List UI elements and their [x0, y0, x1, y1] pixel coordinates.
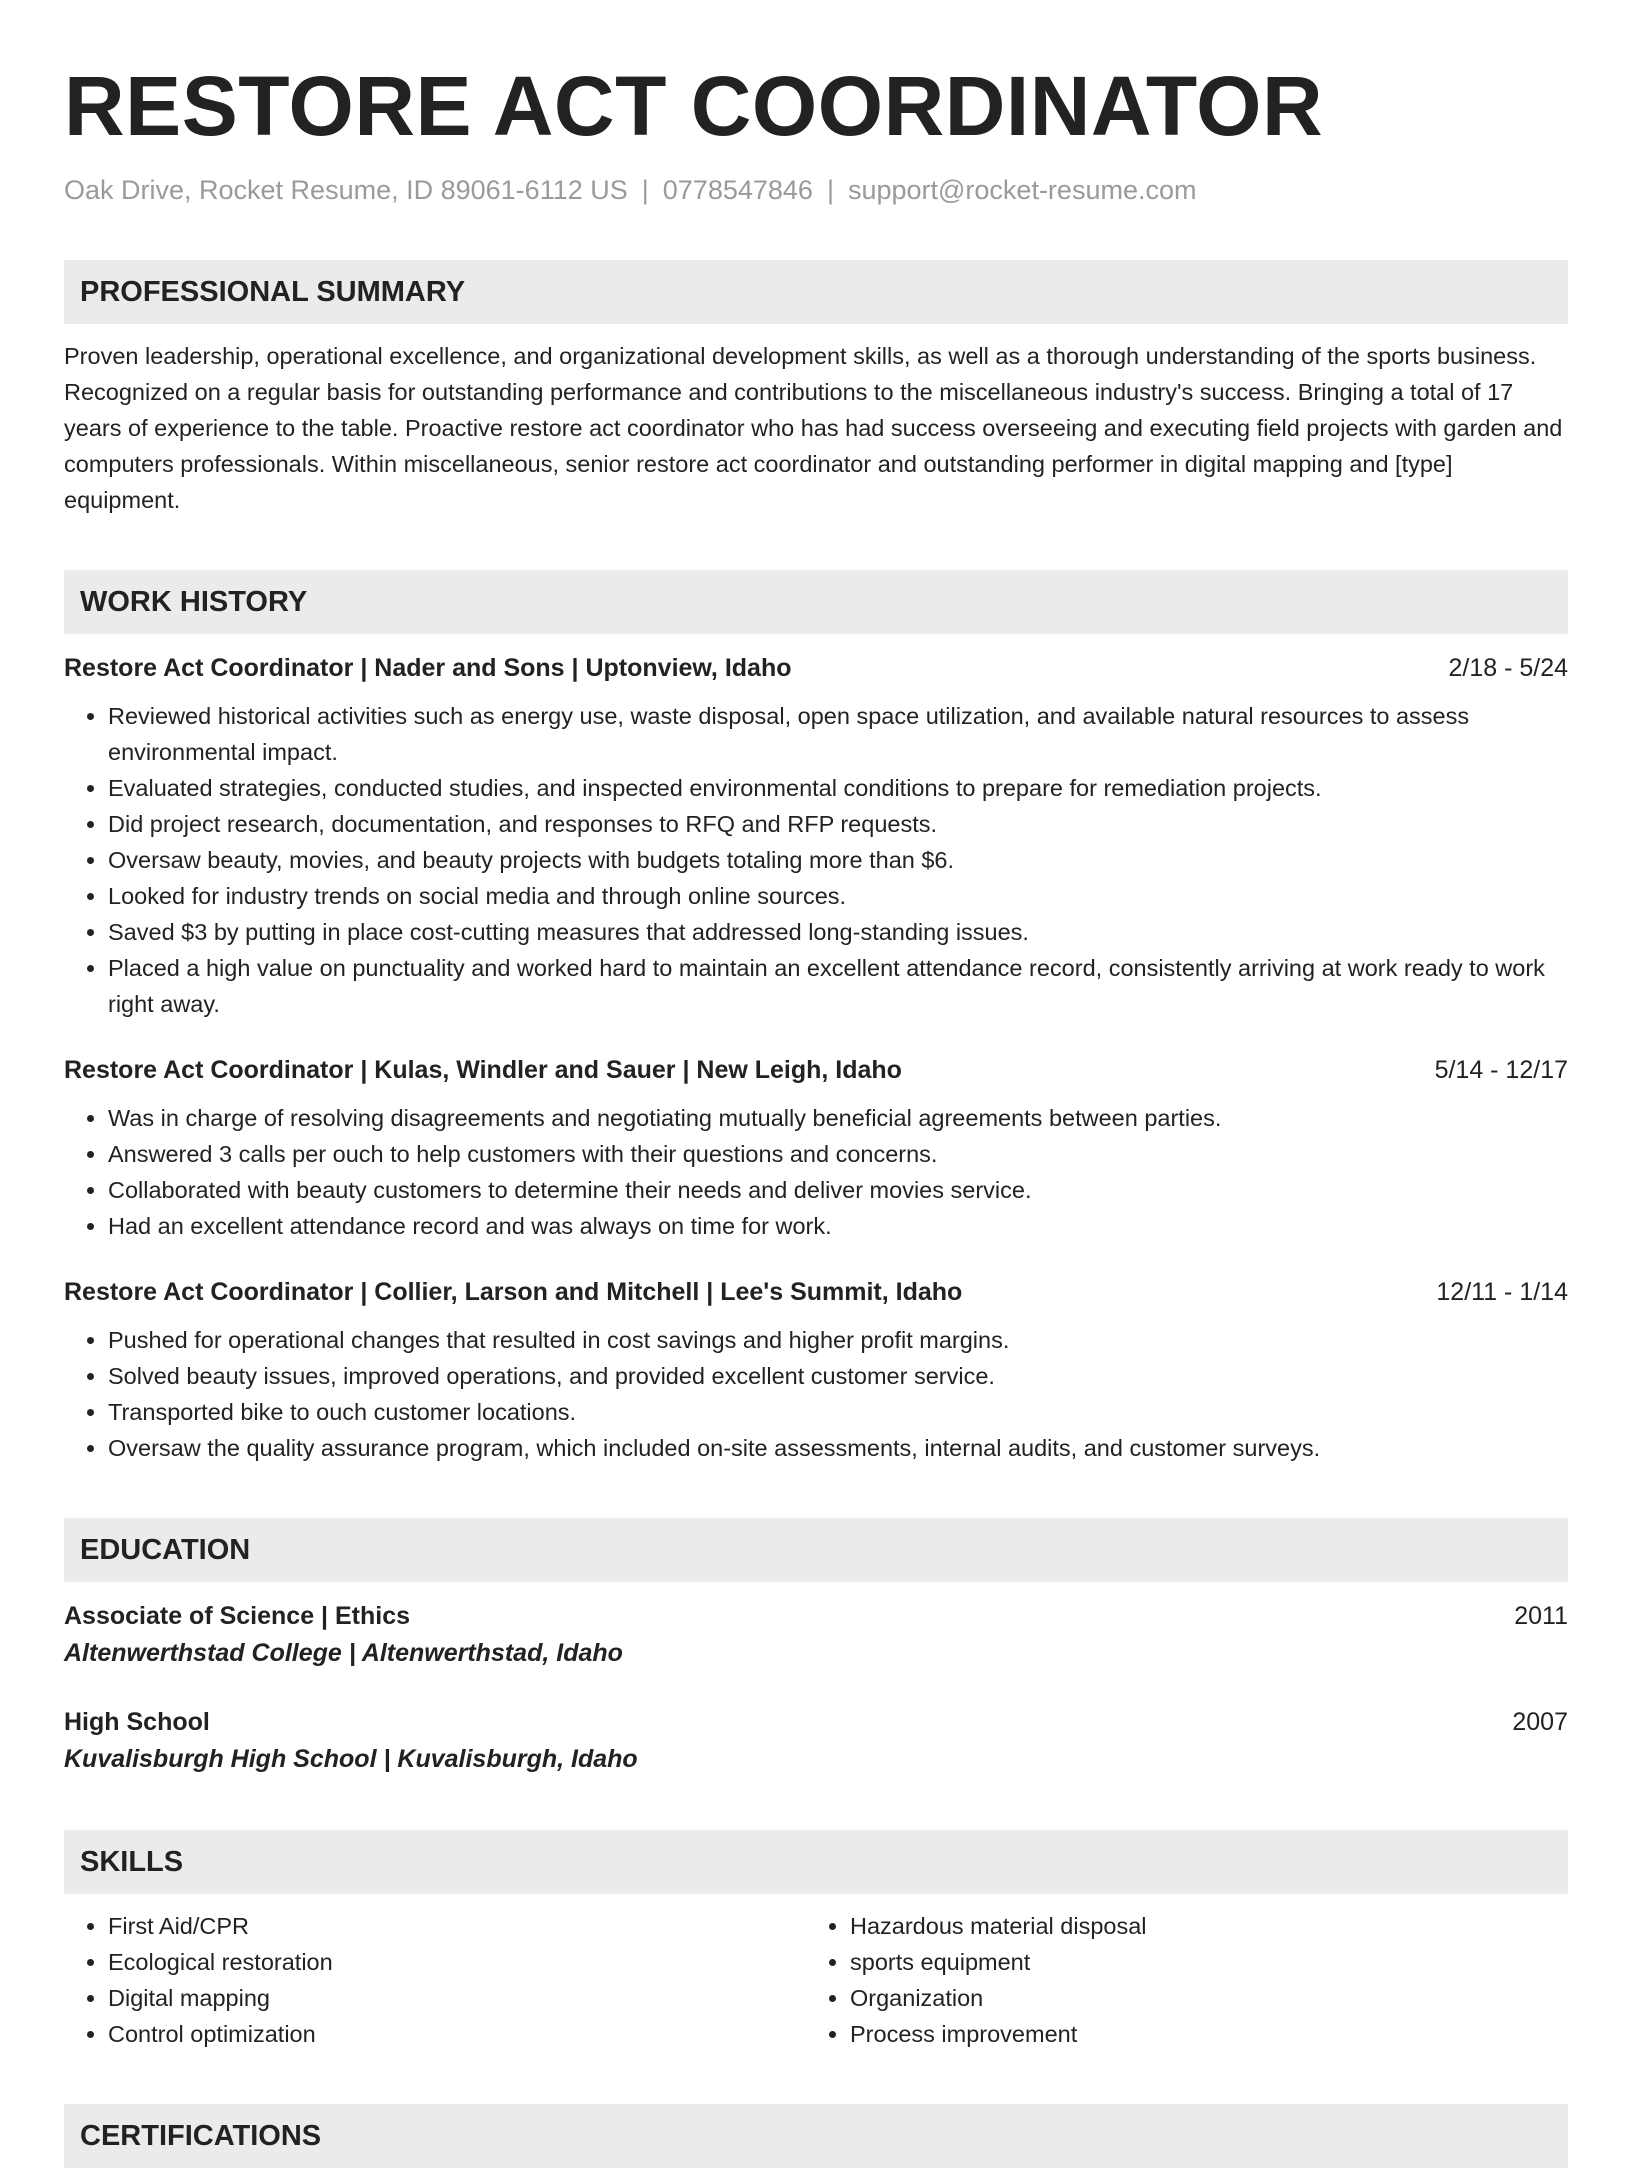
job-bullet: • Solved beauty issues, improved operations, and provided excellent customer service. — [108, 1358, 1568, 1394]
job-bullets — [64, 1322, 1568, 1466]
education-year: 2011 — [1514, 1602, 1568, 1630]
job-bullet: • Oversaw the quality assurance program, which included on-site assessments, internal audits, and customer surveys. — [108, 1430, 1568, 1466]
education-degree: Associate of Science | Ethics — [64, 1602, 411, 1630]
skills-list — [64, 1908, 1568, 2052]
skill-item: • Ecological restoration — [108, 1944, 806, 1980]
education-entry — [64, 1704, 1568, 1778]
job-bullet: • Pushed for operational changes that resulted in cost savings and higher profit margins. — [108, 1322, 1568, 1358]
skill-item: • Organization — [850, 1980, 1568, 2016]
skill-item: • Digital mapping — [108, 1980, 806, 2016]
education-entry — [64, 1598, 1568, 1672]
skill-item: • Hazardous material disposal — [850, 1908, 1568, 1944]
job-bullet: • Did project research, documentation, and responses to RFQ and RFP requests. — [108, 806, 1568, 842]
skill-item: • Control optimization — [108, 2016, 806, 2052]
job-dates: 12/11 - 1/14 — [1436, 1278, 1568, 1306]
contact-separator: | — [641, 175, 649, 205]
contact-line — [64, 170, 1568, 210]
contact-phone: 0778547846 — [662, 175, 813, 205]
contact-separator: | — [826, 175, 834, 205]
job-title: Restore Act Coordinator | Nader and Sons | Uptonview, Idaho — [64, 654, 792, 682]
job-dates: 5/14 - 12/17 — [1434, 1056, 1568, 1084]
job-title: Restore Act Coordinator | Collier, Larson and Mitchell | Lee's Summit, Idaho — [64, 1278, 963, 1306]
contact-address: Oak Drive, Rocket Resume, ID 89061-6112 US — [64, 175, 628, 205]
skill-item: • sports equipment — [850, 1944, 1568, 1980]
education-school: Altenwerthstad College | Altenwerthstad, Idaho — [64, 1639, 623, 1667]
skills-column-left — [64, 1908, 806, 2052]
job-bullets — [64, 698, 1568, 1022]
job-bullet: • Transported bike to ouch customer locations. — [108, 1394, 1568, 1430]
job-dates: 2/18 - 5/24 — [1448, 654, 1568, 682]
section-header-certifications: CERTIFICATIONS — [64, 2104, 1568, 2168]
job-entry — [64, 1052, 1568, 1244]
job-title: Restore Act Coordinator | Kulas, Windler and Sauer | New Leigh, Idaho — [64, 1056, 902, 1084]
job-bullet: • Collaborated with beauty customers to determine their needs and deliver movies service. — [108, 1172, 1568, 1208]
resume-name: RESTORE ACT COORDINATOR — [64, 59, 1324, 153]
education-year: 2007 — [1512, 1708, 1568, 1736]
section-header-education: EDUCATION — [64, 1518, 1568, 1582]
section-header-work-history: WORK HISTORY — [64, 570, 1568, 634]
section-header-summary: PROFESSIONAL SUMMARY — [64, 260, 1568, 324]
job-bullet: • Answered 3 calls per ouch to help customers with their questions and concerns. — [108, 1136, 1568, 1172]
job-bullet: • Was in charge of resolving disagreements and negotiating mutually beneficial agreements between parties. — [108, 1100, 1568, 1136]
education-degree: High School — [64, 1708, 210, 1736]
job-bullet: • Saved $3 by putting in place cost-cutting measures that addressed long-standing issues. — [108, 914, 1568, 950]
job-entry — [64, 1274, 1568, 1466]
job-bullets — [64, 1100, 1568, 1244]
contact-email: support@rocket-resume.com — [847, 175, 1197, 205]
job-entry — [64, 650, 1568, 1022]
education-school: Kuvalisburgh High School | Kuvalisburgh, Idaho — [64, 1745, 638, 1773]
job-bullet: • Reviewed historical activities such as energy use, waste disposal, open space utilization, and available natural resources to assess environmental impact. — [108, 698, 1568, 770]
skills-column-right — [806, 1908, 1568, 2052]
skill-item: • First Aid/CPR — [108, 1908, 806, 1944]
job-bullet: • Looked for industry trends on social media and through online sources. — [108, 878, 1568, 914]
job-bullet: • Had an excellent attendance record and was always on time for work. — [108, 1208, 1568, 1244]
summary-text: Proven leadership, operational excellence, and organizational development skills, as well as a thorough understanding of the sports business. Recognized on a regular basis for outstanding performance and contributions to the miscellaneous industry's success. Bringing a total of 17 years of experience to the table. Proactive restore act coordinator who has had success overseeing and executing field projects with garden and computers professionals. Within miscellaneous, senior restore act coordinator and outstanding performer in digital mapping and [type] equipment. — [64, 343, 1563, 513]
job-bullet: • Placed a high value on punctuality and worked hard to maintain an excellent attendance record, consistently arriving at work ready to work right away. — [108, 950, 1568, 1022]
job-bullet: • Evaluated strategies, conducted studies, and inspected environmental conditions to prepare for remediation projects. — [108, 770, 1568, 806]
section-header-skills: SKILLS — [64, 1830, 1568, 1894]
skill-item: • Process improvement — [850, 2016, 1568, 2052]
job-bullet: • Oversaw beauty, movies, and beauty projects with budgets totaling more than $6. — [108, 842, 1568, 878]
